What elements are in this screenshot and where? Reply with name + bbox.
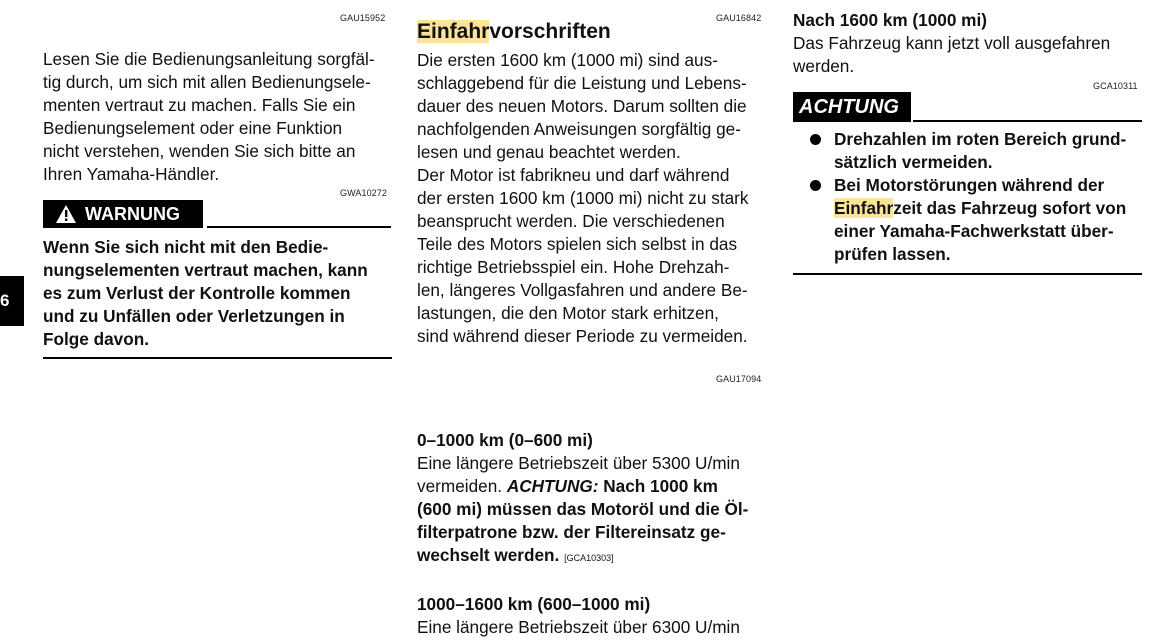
breakin-paragraph — [417, 49, 777, 348]
doc-code: GAU16842 — [716, 13, 762, 23]
text-line: und zu Unfällen oder Verletzungen in — [43, 306, 345, 326]
text-line: (600 mi) müssen das Motoröl und die Öl- — [417, 499, 749, 519]
text-line: filterpatrone bzw. der Filtereinsatz ge- — [417, 522, 726, 542]
text-line: sätzlich vermeiden. — [834, 152, 993, 172]
section-title — [417, 20, 611, 44]
text-line: Bei Motorstörungen während der — [834, 175, 1105, 195]
caution-header — [793, 92, 1142, 122]
text-line: Die ersten 1600 km (1000 mi) sind aus- — [417, 50, 718, 70]
text-line: len, längeres Vollgasfahren und andere Be- — [417, 280, 748, 300]
text-line: Bedienungselement oder eine Funktion — [43, 118, 343, 138]
text-span: wechselt werden. — [417, 545, 560, 565]
text-line: Das Fahrzeug kann jetzt voll ausgefahren — [793, 33, 1111, 53]
text-line: Drehzahlen im roten Bereich grund- — [834, 129, 1127, 149]
caution-label: ACHTUNG — [799, 96, 899, 118]
text-line: es zum Verlust der Kontrolle kommen — [43, 283, 351, 303]
text-line: tig durch, um sich mit allen Bedienungsele- — [43, 72, 371, 92]
text-line: sind während dieser Periode zu vermeiden. — [417, 326, 748, 346]
page-number: 6 — [0, 291, 10, 310]
text-line: lastungen, die den Motor stark erhitzen, — [417, 303, 719, 323]
title-highlight: Einfahr — [417, 20, 490, 43]
caution-list — [800, 128, 1145, 266]
achtung-inline-label: ACHTUNG: — [506, 476, 599, 496]
text-line: Lesen Sie die Bedienungsanleitung sorgfäl- — [43, 49, 375, 69]
warning-triangle-icon — [55, 204, 77, 224]
intro-paragraph — [43, 48, 393, 186]
warning-header — [43, 200, 391, 228]
divider — [793, 273, 1142, 275]
text-line: Ihren Yamaha-Händler. — [43, 164, 220, 184]
divider — [43, 357, 392, 359]
text-line — [417, 475, 777, 498]
subsection-heading: 0–1000 km (0–600 mi) — [417, 430, 593, 450]
section-after-1600km — [793, 9, 1153, 78]
warning-label: WARNUNG — [85, 204, 180, 224]
section-0-1000km — [417, 429, 777, 570]
warning-label-box — [43, 200, 203, 228]
text-line: prüfen lassen. — [834, 244, 951, 264]
text-span: Nach 1000 km — [598, 476, 718, 496]
text-line: schlaggebend für die Leistung und Lebens- — [417, 73, 747, 93]
bullet-icon — [810, 134, 821, 145]
warning-text — [43, 236, 393, 351]
text-line — [834, 197, 1145, 220]
divider — [913, 120, 1142, 122]
subsection-heading: 1000–1600 km (600–1000 mi) — [417, 594, 651, 614]
text-line: nungselementen vertraut machen, kann — [43, 260, 368, 280]
bullet-icon — [810, 180, 821, 191]
text-line: nachfolgenden Anweisungen sorgfältig ge- — [417, 119, 741, 139]
text-line: lesen und genau beachtet werden. — [417, 142, 681, 162]
text-line: werden. — [793, 56, 855, 76]
text-span: vermeiden. — [417, 476, 507, 496]
divider — [207, 226, 391, 228]
text-line: beansprucht werden. Die verschiedenen — [417, 211, 725, 231]
text-line: Folge davon. — [43, 329, 149, 349]
text-span: zeit das Fahrzeug sofort von — [893, 198, 1127, 218]
text-line: richtige Betriebsspiel ein. Hohe Drehzah- — [417, 257, 730, 277]
doc-code: GAU15952 — [340, 13, 386, 23]
text-line: Der Motor ist fabrikneu und darf während — [417, 165, 730, 185]
text-line — [417, 544, 777, 570]
caution-label-box — [793, 92, 911, 122]
text-line: der ersten 1600 km (1000 mi) nicht zu stark — [417, 188, 749, 208]
page-number-tab — [0, 276, 24, 326]
text-line: Teile des Motors spielen sich selbst in das — [417, 234, 738, 254]
doc-code: GAU17094 — [716, 374, 762, 384]
text-line: Wenn Sie sich nicht mit den Bedie- — [43, 237, 329, 257]
text-line: dauer des neuen Motors. Darum sollten die — [417, 96, 747, 116]
doc-code: GWA10272 — [340, 188, 387, 198]
text-line: einer Yamaha-Fachwerkstatt über- — [834, 221, 1114, 241]
section-1000-1600km — [417, 593, 777, 639]
highlight-span: Einfahr — [834, 198, 894, 218]
text-line: menten vertraut zu machen. Falls Sie ein — [43, 95, 356, 115]
text-line: Eine längere Betriebszeit über 6300 U/min — [417, 617, 740, 637]
text-line: nicht verstehen, wenden Sie sich bitte an — [43, 141, 356, 161]
text-line: Eine längere Betriebszeit über 5300 U/min — [417, 453, 740, 473]
doc-code: [GCA10303] — [564, 553, 614, 563]
subsection-heading: Nach 1600 km (1000 mi) — [793, 10, 987, 30]
list-item — [800, 174, 1145, 266]
doc-code: GCA10311 — [1093, 81, 1138, 91]
list-item — [800, 128, 1145, 174]
title-rest: vorschriften — [489, 20, 611, 43]
